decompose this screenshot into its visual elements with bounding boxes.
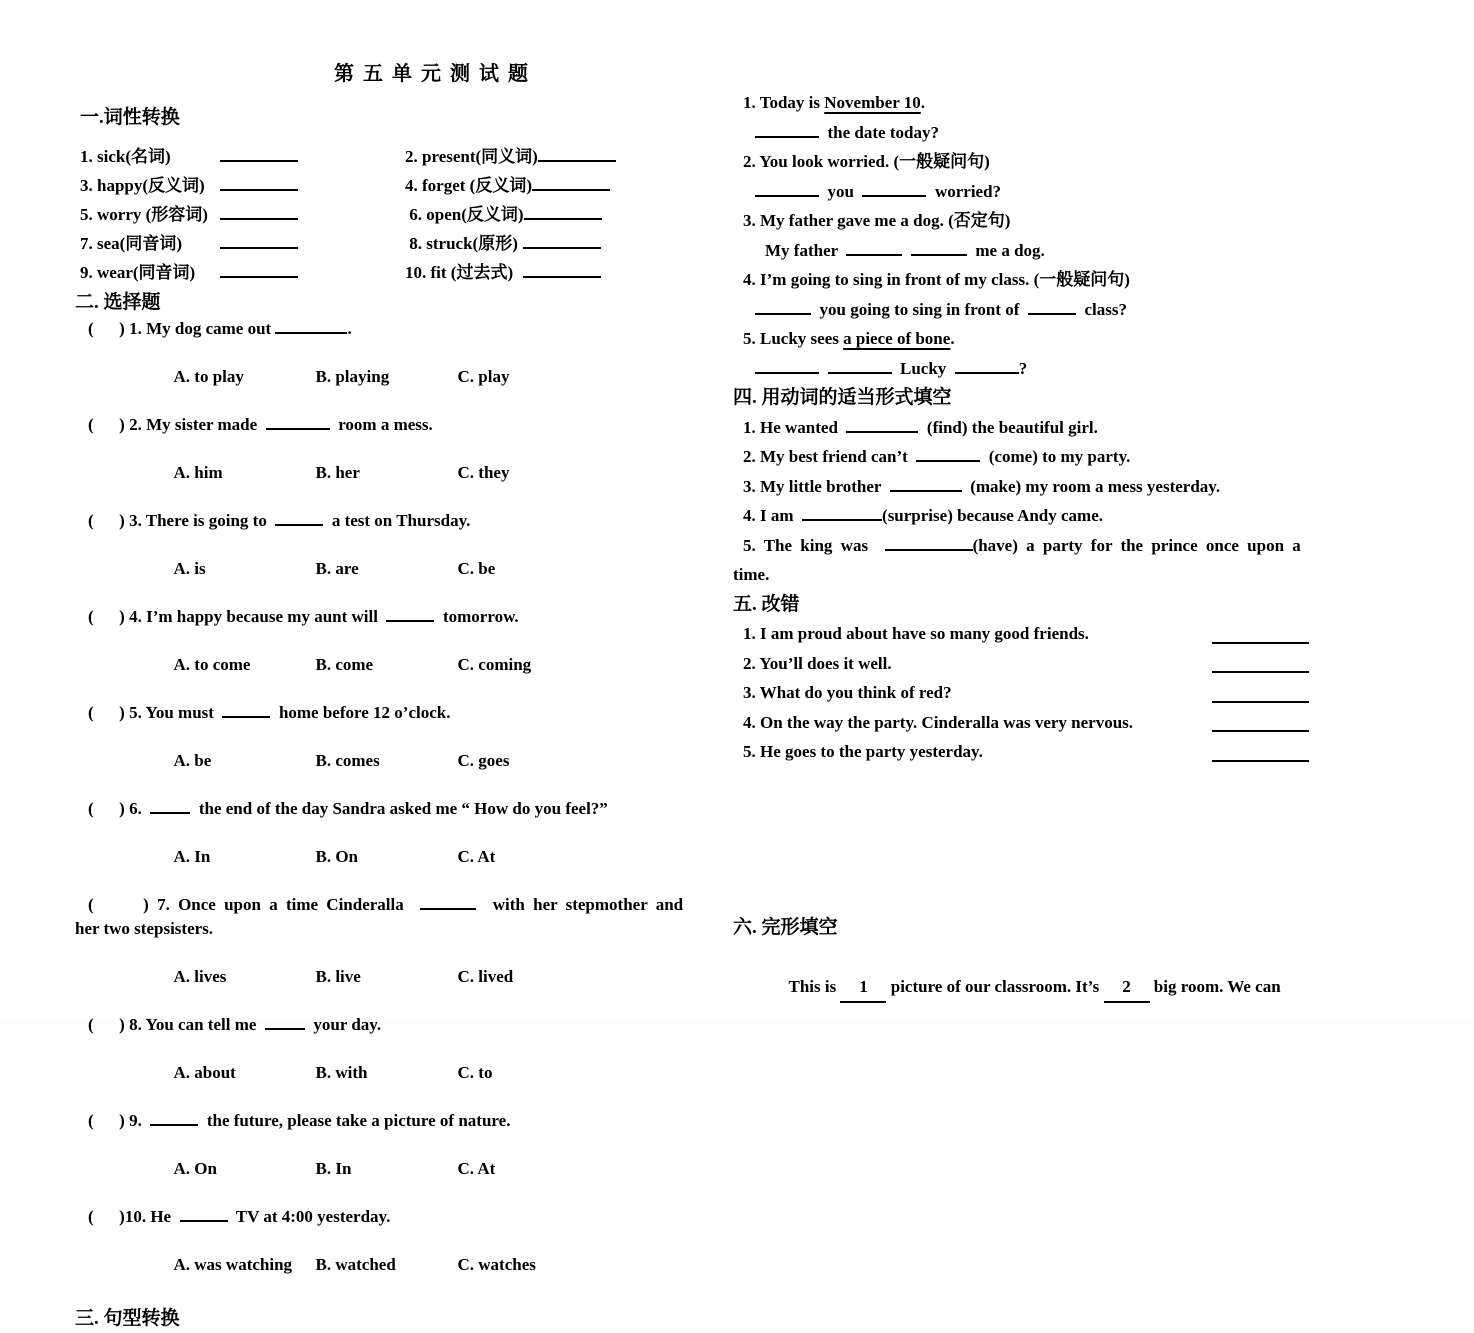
sentence-line bbox=[733, 678, 1415, 708]
section1-heading: 一.词性转换 bbox=[80, 107, 180, 128]
question-text: ( ) 1. My dog came out . bbox=[88, 319, 352, 338]
option-c: C. At bbox=[457, 847, 496, 866]
question-text: ( )10. He TV at 4:00 yesterday. bbox=[88, 1207, 391, 1226]
answer-blank bbox=[755, 357, 819, 373]
word-item-label: 6. open(反义词) bbox=[405, 205, 524, 224]
question-item bbox=[75, 317, 723, 413]
page-title: 第 五 单 元 测 试 题 bbox=[334, 63, 530, 85]
question-text: ( ) 4. I’m happy because my aunt will tomorrow. bbox=[88, 607, 519, 626]
answer-blank bbox=[1212, 686, 1309, 702]
cloze-blank-1: 1 bbox=[840, 972, 886, 1004]
word-item-label: 10. fit (过去式) bbox=[405, 263, 514, 282]
sentence-line-wrap: time. bbox=[733, 565, 770, 584]
answer-blank bbox=[220, 146, 298, 162]
underlined-text: November 10 bbox=[824, 93, 921, 112]
word-item-label: 2. present(同义词) bbox=[405, 147, 538, 166]
option-b: B. are bbox=[315, 559, 359, 578]
word-row bbox=[75, 200, 723, 229]
section6-heading: 六. 完形填空 bbox=[733, 916, 838, 938]
sentence-text: 4. On the way the party. Cinderalla was very nervous. bbox=[743, 712, 1134, 732]
answer-blank bbox=[885, 534, 973, 550]
sentence-transform-list bbox=[733, 88, 1415, 383]
answer-blank bbox=[846, 416, 918, 432]
sentence-text: 1. I am proud about have so many good friends. bbox=[743, 624, 1089, 643]
sentence-line: 2. My best friend can’t (come) to my party. bbox=[743, 447, 1131, 466]
question-item bbox=[75, 701, 723, 797]
word-transformation-list bbox=[75, 142, 723, 287]
option-b: B. On bbox=[315, 847, 359, 866]
sentence-text: 5. He goes to the party yesterday. bbox=[743, 742, 983, 761]
option-b: B. playing bbox=[315, 367, 390, 386]
question-text-wrap: her two stepsisters. bbox=[75, 919, 214, 938]
option-c: C. play bbox=[457, 367, 510, 386]
cloze-text: picture of our classroom. It’s bbox=[886, 976, 1104, 996]
cloze-text: This is bbox=[788, 976, 841, 996]
question-item bbox=[75, 1013, 723, 1109]
sentence-text: . bbox=[920, 93, 925, 112]
option-c: C. coming bbox=[457, 655, 532, 674]
sentence-line: 4. I am (surprise) because Andy came. bbox=[743, 506, 1104, 525]
option-a: A. to come bbox=[173, 655, 251, 674]
answer-blank bbox=[420, 894, 476, 910]
question-item bbox=[75, 797, 723, 893]
answer-blank bbox=[524, 204, 602, 220]
question-text: ( ) 3. There is going to a test on Thursday. bbox=[88, 511, 471, 530]
question-item bbox=[75, 1109, 723, 1205]
option-c: C. lived bbox=[457, 967, 514, 986]
option-a: A. On bbox=[173, 1159, 217, 1178]
word-item-label: 4. forget (反义词) bbox=[405, 176, 532, 195]
answer-blank bbox=[150, 798, 190, 814]
answer-blank bbox=[150, 1110, 198, 1126]
answer-blank bbox=[266, 414, 330, 430]
answer-blank bbox=[220, 262, 298, 278]
question-text: ( ) 6. the end of the day Sandra asked me “ How do you feel?” bbox=[88, 799, 608, 818]
word-row bbox=[75, 142, 723, 171]
sentence-line bbox=[733, 324, 1415, 354]
sentence-text: 5. Lucky sees bbox=[743, 329, 844, 348]
question-item bbox=[75, 1205, 723, 1301]
answer-blank bbox=[532, 175, 610, 191]
sentence-line bbox=[733, 708, 1415, 738]
option-a: A. him bbox=[173, 463, 223, 482]
option-b: B. live bbox=[315, 967, 361, 986]
question-item bbox=[75, 605, 723, 701]
section5-heading: 五. 改错 bbox=[733, 593, 800, 615]
answer-line: My father me a dog. bbox=[765, 240, 1045, 260]
sentence-line bbox=[733, 649, 1415, 679]
option-a: A. lives bbox=[173, 967, 227, 986]
sentence-line: 1. He wanted (find) the beautiful girl. bbox=[743, 417, 1098, 437]
cloze-text: big room. We can bbox=[1149, 976, 1281, 996]
option-b: B. her bbox=[315, 463, 360, 482]
option-c: C. watches bbox=[457, 1255, 536, 1274]
cloze-blank-2: 2 bbox=[1104, 972, 1150, 1004]
option-a: A. be bbox=[173, 751, 212, 770]
option-c: C. to bbox=[457, 1063, 493, 1082]
word-item-label: 8. struck(原形) bbox=[405, 234, 518, 253]
question-item bbox=[75, 893, 723, 1013]
word-item-label: 9. wear(同音词) bbox=[80, 263, 196, 282]
option-a: A. to play bbox=[173, 367, 244, 386]
word-item-label: 5. worry (形容词) bbox=[80, 205, 208, 224]
sentence-line: 5. The king was (have) a party for the prince once upon a bbox=[743, 535, 1301, 555]
sentence-line: 3. My father gave me a dog. (否定句) bbox=[743, 211, 1011, 230]
answer-blank bbox=[1212, 627, 1309, 643]
verb-form-list bbox=[733, 413, 1415, 590]
answer-blank bbox=[911, 239, 967, 255]
answer-line: you worried? bbox=[733, 177, 1415, 207]
options-row bbox=[75, 1229, 723, 1301]
word-row bbox=[75, 229, 723, 258]
question-text: ( ) 7. Once upon a time Cinderalla with her stepmother and bbox=[88, 895, 684, 914]
answer-blank bbox=[1212, 716, 1309, 732]
answer-blank bbox=[755, 298, 811, 314]
answer-blank bbox=[386, 606, 434, 622]
option-c: C. they bbox=[457, 463, 510, 482]
answer-line: you going to sing in front of class? bbox=[733, 295, 1415, 325]
answer-blank bbox=[1212, 657, 1309, 673]
options-row bbox=[75, 341, 723, 413]
option-b: B. In bbox=[315, 1159, 352, 1178]
question-item bbox=[75, 413, 723, 509]
option-c: C. be bbox=[457, 559, 496, 578]
answer-blank bbox=[220, 175, 298, 191]
option-b: B. with bbox=[315, 1063, 368, 1082]
word-row bbox=[75, 258, 723, 287]
option-b: B. watched bbox=[315, 1255, 396, 1274]
answer-blank bbox=[220, 204, 298, 220]
answer-blank bbox=[862, 180, 926, 196]
question-text: ( ) 9. the future, please take a picture of nature. bbox=[88, 1111, 511, 1130]
answer-line: Lucky ? bbox=[733, 354, 1415, 384]
cloze-line bbox=[733, 942, 1415, 1033]
options-row bbox=[75, 725, 723, 797]
question-text: ( ) 5. You must home before 12 o’clock. bbox=[88, 703, 451, 722]
sentence-text: 3. What do you think of red? bbox=[743, 683, 952, 702]
answer-blank bbox=[265, 1014, 305, 1030]
error-correction-list bbox=[733, 619, 1415, 767]
sentence-line bbox=[733, 737, 1415, 767]
options-row bbox=[75, 821, 723, 893]
section3-heading: 三. 句型转换 bbox=[75, 1308, 180, 1329]
question-item bbox=[75, 509, 723, 605]
answer-blank bbox=[275, 510, 323, 526]
sentence-line: 3. My little brother (make) my room a mess yesterday. bbox=[743, 476, 1221, 496]
options-row bbox=[75, 941, 723, 1013]
question-text: ( ) 8. You can tell me your day. bbox=[88, 1015, 382, 1034]
answer-blank bbox=[538, 146, 616, 162]
answer-blank bbox=[1028, 298, 1076, 314]
right-column bbox=[733, 88, 1415, 1033]
answer-blank bbox=[846, 239, 902, 255]
options-row bbox=[75, 533, 723, 605]
word-item-label: 3. happy(反义词) bbox=[80, 176, 205, 195]
answer-blank bbox=[180, 1206, 228, 1222]
multiple-choice-list bbox=[75, 317, 723, 1301]
sentence-text: 2. You’ll does it well. bbox=[743, 653, 892, 673]
answer-blank bbox=[890, 475, 962, 491]
answer-blank bbox=[523, 262, 601, 278]
options-row bbox=[75, 629, 723, 701]
answer-blank bbox=[1212, 745, 1309, 761]
answer-blank bbox=[523, 233, 601, 249]
answer-blank bbox=[802, 505, 882, 521]
options-row bbox=[75, 1037, 723, 1109]
option-b: B. comes bbox=[315, 751, 380, 770]
answer-blank bbox=[916, 446, 980, 462]
word-row bbox=[75, 171, 723, 200]
sentence-line: 2. You look worried. (一般疑问句) bbox=[743, 152, 990, 171]
section2-heading: 二. 选择题 bbox=[75, 292, 161, 313]
option-a: A. In bbox=[173, 847, 211, 866]
option-b: B. come bbox=[315, 655, 374, 674]
answer-blank bbox=[955, 357, 1019, 373]
sentence-line: 4. I’m going to sing in front of my class. (一般疑问句) bbox=[743, 270, 1130, 289]
sentence-line bbox=[733, 88, 1415, 118]
question-text: ( ) 2. My sister made room a mess. bbox=[88, 415, 433, 434]
options-row bbox=[75, 1133, 723, 1205]
answer-blank bbox=[828, 357, 892, 373]
word-item-label: 7. sea(同音词) bbox=[80, 234, 182, 253]
option-c: C. goes bbox=[457, 751, 510, 770]
answer-blank bbox=[755, 180, 819, 196]
option-a: A. was watching bbox=[173, 1255, 293, 1274]
answer-blank bbox=[222, 702, 270, 718]
sentence-line bbox=[733, 619, 1415, 649]
sentence-text: . bbox=[950, 329, 955, 348]
answer-blank bbox=[755, 121, 819, 137]
answer-blank bbox=[220, 233, 298, 249]
underlined-text: a piece of bone bbox=[843, 329, 951, 348]
section4-heading: 四. 用动词的适当形式填空 bbox=[733, 387, 952, 408]
options-row bbox=[75, 437, 723, 509]
option-a: A. is bbox=[173, 559, 206, 578]
option-c: C. At bbox=[457, 1159, 496, 1178]
answer-blank bbox=[275, 318, 347, 334]
word-item-label: 1. sick(名词) bbox=[80, 147, 171, 166]
left-column bbox=[75, 60, 723, 1333]
option-a: A. about bbox=[173, 1063, 236, 1082]
sentence-text: 1. Today is bbox=[743, 93, 825, 112]
answer-line: the date today? bbox=[733, 118, 1415, 148]
